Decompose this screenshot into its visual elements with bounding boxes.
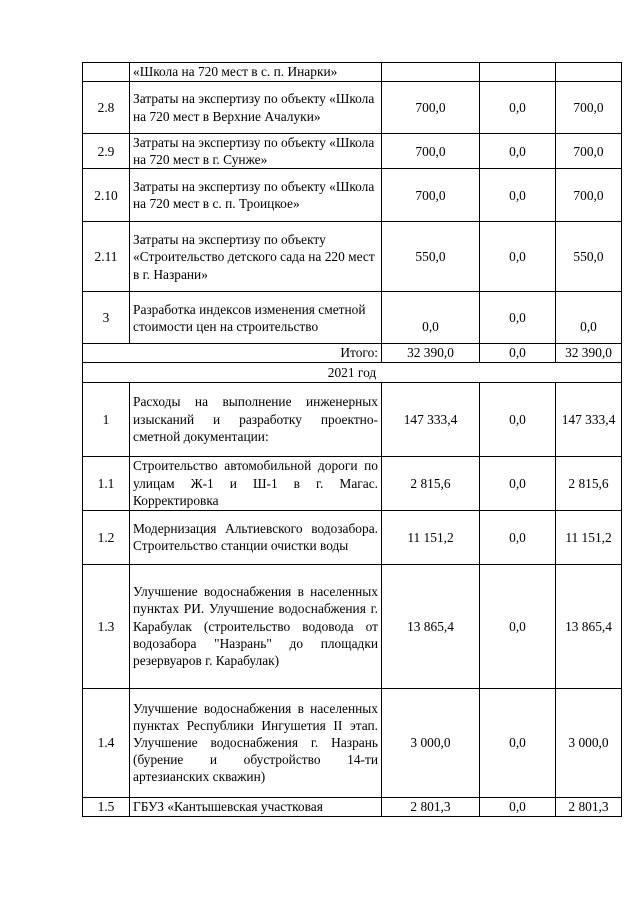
row-description: Затраты на экспертизу по объекту «Школа на 720 мест в Верхние Ачалуки» [130, 82, 382, 134]
table-row [83, 456, 622, 510]
row-value-1: 3 000,0 [382, 688, 480, 797]
row-value-3: 700,0 [556, 134, 622, 169]
total-value-1: 32 390,0 [382, 344, 480, 362]
row-value-2: 0,0 [480, 797, 556, 816]
row-value-3: 11 151,2 [556, 510, 622, 564]
row-description: Строительство автомобильной дороги по улицам Ж-1 и Ш-1 в г. Магас. Корректировка [130, 456, 382, 510]
row-value-1: 2 815,6 [382, 456, 480, 510]
row-value-3: 147 333,4 [556, 382, 622, 456]
row-value-2: 0,0 [480, 688, 556, 797]
total-label: Итого: [83, 344, 382, 362]
row-number: 1 [83, 382, 130, 456]
row-value-2: 0,0 [480, 564, 556, 688]
row-value-3: 700,0 [556, 82, 622, 134]
row-description: Улучшение водоснабжения в населенных пунктах Республики Ингушетия II этап. Улучшение водоснабжения г. Назрань (бурение и обустройство 14-ти артезианских скважин) [130, 688, 382, 797]
table-row [83, 688, 622, 797]
row-value-2: 0,0 [480, 382, 556, 456]
row-value-2: 0,0 [480, 292, 556, 344]
row-value-1: 550,0 [382, 222, 480, 292]
total-value-2: 0,0 [480, 344, 556, 362]
row-description: Улучшение водоснабжения в населенных пунктах РИ. Улучшение водоснабжения г. Карабулак (строительство водовода от водозабора "Назрань" до площадки резервуаров г. Карабулак) [130, 564, 382, 688]
table-row [83, 564, 622, 688]
row-value-2: 0,0 [480, 169, 556, 222]
row-value-2: 0,0 [480, 82, 556, 134]
row-number: 1.3 [83, 564, 130, 688]
row-value-1: 2 801,3 [382, 797, 480, 816]
row-value-1: 700,0 [382, 169, 480, 222]
table-row [83, 292, 622, 344]
row-value-2 [480, 63, 556, 82]
total-value-3: 32 390,0 [556, 344, 622, 362]
row-value-3: 0,0 [556, 292, 622, 344]
row-value-3: 550,0 [556, 222, 622, 292]
row-value-3: 2 815,6 [556, 456, 622, 510]
table-row [83, 82, 622, 134]
row-description: ГБУЗ «Кантышевская участковая [130, 797, 382, 816]
table-row [83, 169, 622, 222]
row-value-2: 0,0 [480, 134, 556, 169]
row-value-3: 3 000,0 [556, 688, 622, 797]
table-row [83, 63, 622, 82]
row-number: 2.10 [83, 169, 130, 222]
row-description: Затраты на экспертизу по объекту «Школа на 720 мест в г. Сунже» [130, 134, 382, 169]
year-row [83, 362, 622, 382]
row-number: 3 [83, 292, 130, 344]
row-description: Затраты на экспертизу по объекту «Строительство детского сада на 220 мест в г. Назрани» [130, 222, 382, 292]
row-value-1: 147 333,4 [382, 382, 480, 456]
table-row [83, 797, 622, 816]
total-row [83, 344, 622, 362]
row-description: «Школа на 720 мест в с. п. Инарки» [130, 63, 382, 82]
row-value-2: 0,0 [480, 510, 556, 564]
table-row [83, 134, 622, 169]
row-value-3: 700,0 [556, 169, 622, 222]
row-number: 2.8 [83, 82, 130, 134]
row-description: Расходы на выполнение инженерных изысканий и разработку проектно-сметной документации: [130, 382, 382, 456]
table-row [83, 222, 622, 292]
row-value-2: 0,0 [480, 222, 556, 292]
row-value-1: 700,0 [382, 82, 480, 134]
row-number: 2.11 [83, 222, 130, 292]
row-number: 2.9 [83, 134, 130, 169]
row-value-1: 700,0 [382, 134, 480, 169]
row-description: Модернизация Альтиевского водозабора. Строительство станции очистки воды [130, 510, 382, 564]
row-number: 1.1 [83, 456, 130, 510]
row-value-1: 13 865,4 [382, 564, 480, 688]
table-row [83, 382, 622, 456]
row-value-3: 2 801,3 [556, 797, 622, 816]
row-value-1: 11 151,2 [382, 510, 480, 564]
row-value-3 [556, 63, 622, 82]
row-value-1: 0,0 [382, 292, 480, 344]
row-value-1 [382, 63, 480, 82]
row-number: 1.2 [83, 510, 130, 564]
budget-table [82, 62, 622, 817]
row-description: Затраты на экспертизу по объекту «Школа на 720 мест в с. п. Троицкое» [130, 169, 382, 222]
row-number: 1.4 [83, 688, 130, 797]
row-description: Разработка индексов изменения сметной стоимости цен на строительство [130, 292, 382, 344]
row-value-3: 13 865,4 [556, 564, 622, 688]
row-value-2: 0,0 [480, 456, 556, 510]
year-header: 2021 год [83, 362, 622, 382]
row-number: 1.5 [83, 797, 130, 816]
row-number [83, 63, 130, 82]
table-row [83, 510, 622, 564]
